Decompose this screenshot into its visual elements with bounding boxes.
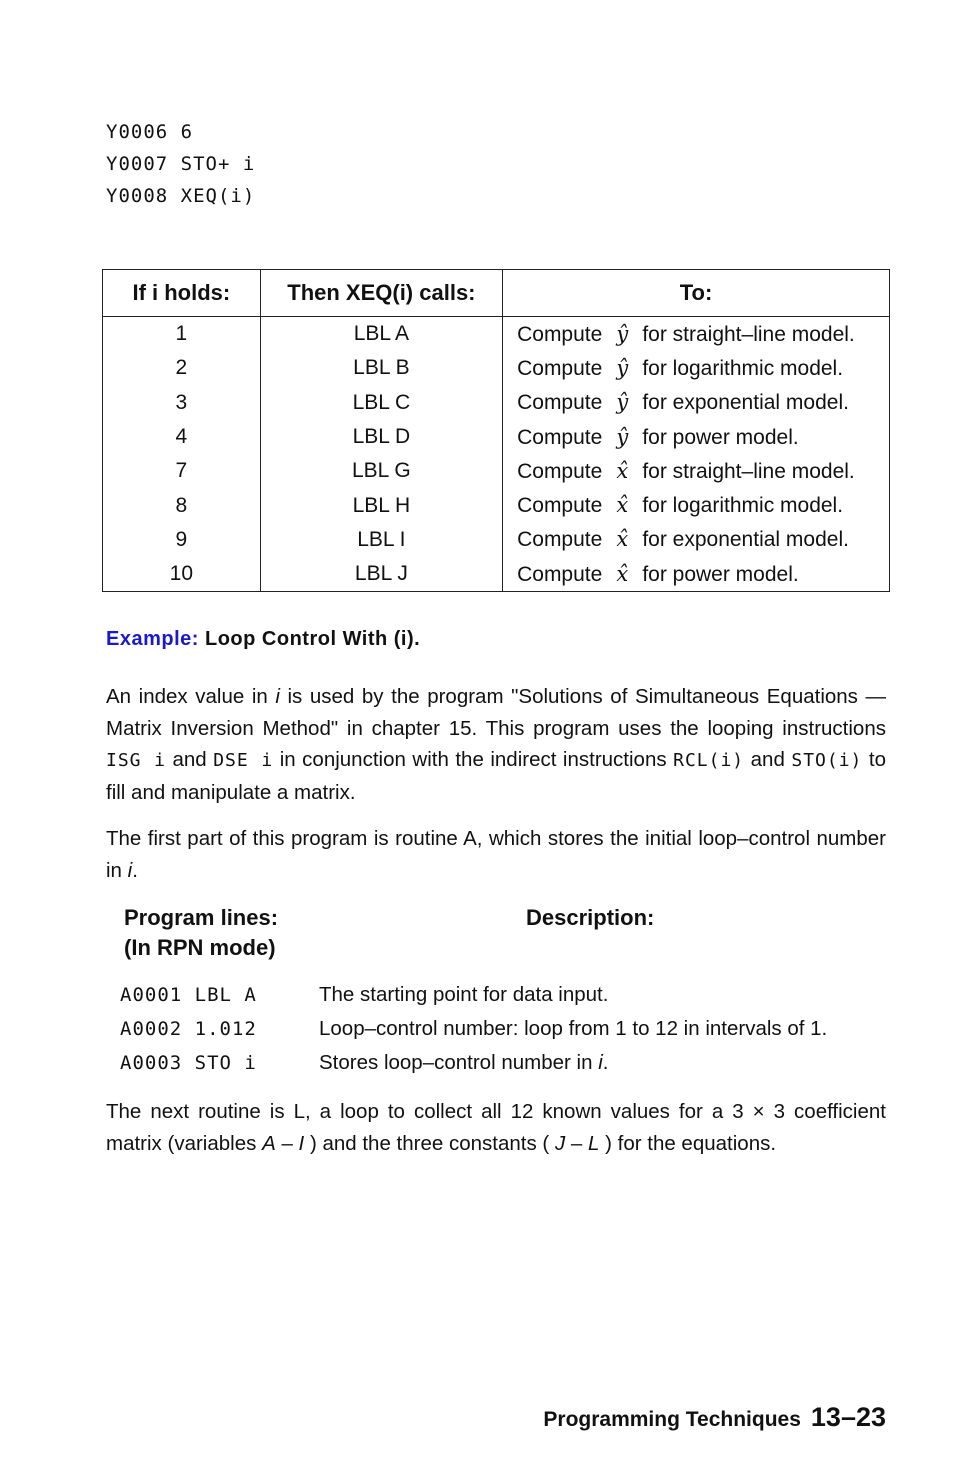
- table-row: [103, 420, 890, 454]
- table-row: [103, 317, 890, 352]
- line-number: A0001: [120, 984, 183, 1006]
- code: [120, 978, 319, 1012]
- cell-label: LBL J: [260, 557, 502, 592]
- variable-i: i: [598, 1051, 603, 1074]
- table-header-row: [103, 270, 890, 317]
- program-line: [106, 148, 255, 180]
- estimate-symbol: x̂: [616, 458, 629, 483]
- table-row: [103, 557, 890, 592]
- text: The first part of this program is routine A, which stores the initial loop–control number in: [106, 827, 886, 882]
- line-description: [319, 1046, 608, 1080]
- model-text: for straight–line model.: [642, 459, 855, 483]
- cell-i-value: 2: [103, 351, 261, 385]
- verb: Compute: [517, 356, 603, 380]
- variable-l: L: [588, 1131, 600, 1155]
- verb: Compute: [517, 391, 603, 415]
- model-text: for logarithmic model.: [642, 356, 844, 380]
- model-text: for exponential model.: [642, 391, 849, 415]
- model-text: for power model.: [642, 425, 799, 449]
- text: to fill and manipulate a matrix.: [106, 748, 887, 804]
- header-program-lines: Program lines:: [124, 905, 279, 930]
- program-line: [120, 1012, 827, 1046]
- verb: Compute: [517, 459, 603, 483]
- cell-i-value: 3: [103, 386, 261, 420]
- estimate-symbol: ŷ: [616, 321, 629, 346]
- example-keyword: Example:: [106, 628, 199, 650]
- verb: Compute: [517, 425, 603, 449]
- example-heading: [106, 628, 420, 651]
- table-row: [103, 386, 890, 420]
- instruction-dse: DSE i: [213, 750, 274, 771]
- header-if-i-holds: If i holds:: [103, 270, 261, 317]
- verb: Compute: [517, 494, 603, 518]
- cell-label: LBL D: [260, 420, 502, 454]
- cell-description: [503, 557, 890, 592]
- text: The starting point for data input.: [319, 983, 609, 1006]
- variable-j: J: [554, 1131, 566, 1155]
- text: Stores loop–control number in: [319, 1051, 599, 1074]
- text: and: [744, 748, 792, 771]
- cell-label: LBL I: [260, 523, 502, 557]
- instruction: LBL A: [194, 984, 257, 1006]
- model-text: for exponential model.: [642, 528, 849, 552]
- section-title: Programming Techniques: [543, 1408, 801, 1431]
- cell-description: [503, 386, 890, 420]
- cell-i-value: 10: [103, 557, 261, 592]
- program-line: [106, 116, 255, 148]
- instruction: 1.012: [194, 1018, 257, 1040]
- instruction-sto: STO(i): [791, 750, 863, 771]
- table-row: [103, 351, 890, 385]
- text: An index value in: [106, 685, 276, 708]
- estimate-symbol: ŷ: [616, 424, 629, 449]
- line-number: Y0006: [106, 121, 169, 143]
- cell-label: LBL A: [260, 317, 502, 352]
- cell-label: LBL B: [260, 351, 502, 385]
- top-program-listing: [106, 116, 255, 212]
- program-listing: [120, 978, 827, 1080]
- line-number: A0002: [120, 1018, 183, 1040]
- variable-i: I: [298, 1131, 305, 1155]
- text: .: [602, 1051, 609, 1074]
- cell-description: [503, 523, 890, 557]
- body-paragraph: [106, 1096, 886, 1159]
- cell-label: LBL G: [260, 454, 502, 488]
- text: and: [166, 748, 214, 771]
- text: The next routine is L, a loop to collect all 12 known values for a 3 × 3 coefficient matrix (variables: [106, 1100, 886, 1155]
- line-number: Y0008: [106, 185, 169, 207]
- cell-description: [503, 488, 890, 522]
- cell-i-value: 8: [103, 488, 261, 522]
- page-number: 13–23: [810, 1402, 886, 1432]
- description-header: Description:: [526, 905, 655, 930]
- table-row: [103, 454, 890, 488]
- instruction-rcl: RCL(i): [673, 750, 745, 771]
- cell-description: [503, 420, 890, 454]
- variable-i: i: [275, 685, 280, 708]
- estimate-symbol: x̂: [616, 493, 629, 518]
- body-paragraph: [106, 681, 886, 808]
- instruction: XEQ(i): [180, 185, 256, 207]
- page-footer: [543, 1402, 886, 1433]
- text: ) for the equations.: [599, 1131, 777, 1155]
- table-row: [103, 488, 890, 522]
- estimate-symbol: ŷ: [616, 355, 629, 380]
- cell-description: [503, 317, 890, 352]
- estimate-symbol: ŷ: [616, 390, 629, 415]
- estimate-symbol: x̂: [616, 561, 629, 586]
- line-description: [319, 978, 608, 1012]
- text: –: [275, 1131, 299, 1155]
- line-number: A0003: [120, 1052, 183, 1074]
- text: is used by the program "Solutions of Simultaneous Equations — Matrix Inversion Method" in chapter 15. This program uses the looping instructions: [106, 685, 887, 740]
- body-paragraph: [106, 823, 886, 886]
- text: .: [132, 858, 138, 882]
- variable-i: i: [127, 858, 133, 882]
- variable-a: A: [262, 1131, 276, 1155]
- verb: Compute: [517, 528, 603, 552]
- program-line: [120, 1046, 827, 1080]
- code: [120, 1012, 319, 1046]
- xeq-indirect-table: [102, 269, 890, 592]
- line-number: Y0007: [106, 153, 169, 175]
- estimate-symbol: x̂: [616, 527, 629, 552]
- text: in conjunction with the indirect instructions: [273, 748, 674, 771]
- cell-i-value: 9: [103, 523, 261, 557]
- program-line: [106, 180, 255, 212]
- text: Loop–control number: loop from 1 to 12 in intervals of 1.: [319, 1017, 828, 1040]
- program-lines-header: [124, 903, 278, 963]
- code: [120, 1046, 319, 1080]
- header-to: To:: [503, 270, 890, 317]
- instruction: 6: [180, 121, 194, 143]
- cell-description: [503, 454, 890, 488]
- model-text: for logarithmic model.: [642, 494, 844, 518]
- cell-label: LBL H: [260, 488, 502, 522]
- cell-label: LBL C: [260, 386, 502, 420]
- text: –: [565, 1131, 588, 1155]
- verb: Compute: [517, 322, 603, 346]
- header-then-calls: Then XEQ(i) calls:: [260, 270, 502, 317]
- cell-i-value: 7: [103, 454, 261, 488]
- program-line: [120, 978, 827, 1012]
- line-description: [319, 1012, 827, 1046]
- model-text: for power model.: [642, 562, 799, 586]
- instruction: STO i: [194, 1052, 257, 1074]
- cell-i-value: 4: [103, 420, 261, 454]
- cell-i-value: 1: [103, 317, 261, 352]
- header-rpn-mode: (In RPN mode): [124, 935, 276, 960]
- example-title: Loop Control With (i).: [205, 628, 421, 650]
- text: ) and the three constants (: [304, 1131, 555, 1155]
- table-row: [103, 523, 890, 557]
- instruction: STO+ i: [180, 153, 256, 175]
- model-text: for straight–line model.: [642, 322, 855, 346]
- cell-description: [503, 351, 890, 385]
- instruction-isg: ISG i: [106, 750, 166, 771]
- verb: Compute: [517, 562, 603, 586]
